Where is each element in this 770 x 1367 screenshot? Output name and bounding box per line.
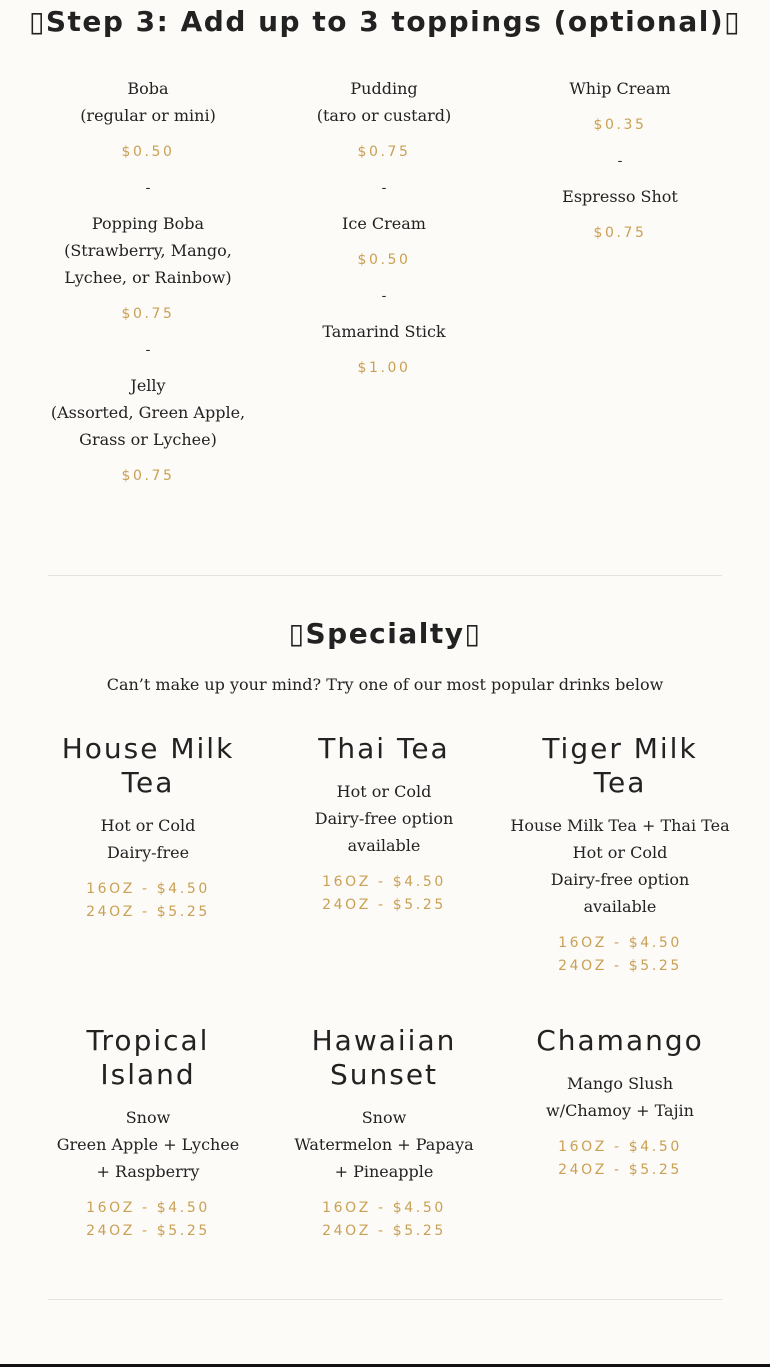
- topping-detail: (Strawberry, Mango, Lychee, or Rainbow): [64, 241, 232, 287]
- specialty-subtitle: Can’t make up your mind? Try one of our most popular drinks below: [106, 675, 664, 694]
- toppings-column-2: [266, 75, 502, 380]
- drink-name: Thai Tea: [318, 732, 450, 765]
- toppings-column-1: [30, 75, 266, 488]
- drink-description-line: Dairy-free option available: [314, 809, 454, 855]
- drink-description-line: Dairy-free: [106, 843, 190, 862]
- drink-name: Tropical Island: [86, 1024, 210, 1091]
- drink-description-line: Dairy-free option available: [550, 870, 690, 916]
- topping-separator: -: [145, 342, 151, 358]
- topping-name: Pudding: [350, 79, 418, 98]
- drink-description-line: Mango Slush: [566, 1074, 674, 1093]
- drink-price-24oz: 24OZ - $5.25: [86, 1223, 210, 1239]
- drink-price-24oz: 24OZ - $5.25: [322, 897, 446, 913]
- drink-price-16oz: 16OZ - $4.50: [322, 874, 446, 890]
- section-divider: [48, 1299, 722, 1300]
- topping-name: Espresso Shot: [562, 187, 678, 206]
- topping-item-popping-boba: [30, 210, 266, 326]
- drink-description: [30, 812, 266, 866]
- drink-card-tropical-island: [30, 1024, 266, 1243]
- topping-item-espresso-shot: [502, 183, 738, 245]
- topping-separator: -: [381, 180, 387, 196]
- drink-description: [30, 1104, 266, 1185]
- topping-detail: (Assorted, Green Apple, Grass or Lychee): [50, 403, 246, 449]
- toppings-column-3: [502, 75, 738, 245]
- drink-name: Hawaiian Sunset: [311, 1024, 457, 1091]
- drink-description: [266, 778, 502, 859]
- drink-description-line: Hot or Cold: [336, 782, 432, 801]
- topping-item-whip-cream: [502, 75, 738, 137]
- topping-price: $0.50: [357, 252, 411, 268]
- topping-item-pudding: [266, 75, 502, 164]
- topping-price: $0.75: [121, 306, 175, 322]
- drink-name: Tiger Milk Tea: [542, 732, 698, 799]
- drink-price-24oz: 24OZ - $5.25: [86, 904, 210, 920]
- topping-item-jelly: [30, 372, 266, 488]
- topping-separator: -: [617, 153, 623, 169]
- drink-price-24oz: 24OZ - $5.25: [322, 1223, 446, 1239]
- topping-name: Boba: [127, 79, 169, 98]
- topping-name: Popping Boba: [91, 214, 205, 233]
- drink-description-line: Snow: [125, 1108, 171, 1127]
- drink-price-16oz: 16OZ - $4.50: [322, 1200, 446, 1216]
- drink-description: [502, 1070, 738, 1124]
- topping-item-tamarind-stick: [266, 318, 502, 380]
- topping-price: $0.75: [357, 144, 411, 160]
- specialty-section-title: ▯Specialty▯: [288, 617, 482, 650]
- topping-separator: -: [145, 180, 151, 196]
- topping-item-boba: [30, 75, 266, 164]
- section-divider: [48, 575, 722, 576]
- drink-description-line: House Milk Tea + Thai Tea: [510, 816, 730, 835]
- topping-name: Whip Cream: [569, 79, 671, 98]
- topping-price: $0.50: [121, 144, 175, 160]
- topping-separator: -: [381, 288, 387, 304]
- drink-price-24oz: 24OZ - $5.25: [558, 958, 682, 974]
- topping-name: Jelly: [130, 376, 166, 395]
- drink-price-16oz: 16OZ - $4.50: [86, 1200, 210, 1216]
- topping-price: $0.75: [121, 468, 175, 484]
- topping-item-ice-cream: [266, 210, 502, 272]
- drink-description: [502, 812, 738, 920]
- drink-price-24oz: 24OZ - $5.25: [558, 1162, 682, 1178]
- drink-description-line: Hot or Cold: [572, 843, 668, 862]
- drink-name: Chamango: [536, 1024, 704, 1057]
- drink-name: House Milk Tea: [61, 732, 235, 799]
- drink-price-16oz: 16OZ - $4.50: [86, 881, 210, 897]
- topping-price: $1.00: [357, 360, 411, 376]
- drink-card-house-milk-tea: [30, 732, 266, 924]
- drink-description-line: w/Chamoy + Tajin: [546, 1101, 694, 1120]
- topping-detail: (regular or mini): [80, 106, 216, 125]
- topping-price: $0.75: [593, 225, 647, 241]
- drink-description: [266, 1104, 502, 1185]
- drink-card-tiger-milk-tea: [502, 732, 738, 978]
- drink-description-line: Green Apple + Lychee + Raspberry: [56, 1135, 240, 1181]
- topping-name: Tamarind Stick: [322, 322, 446, 341]
- toppings-section-title: ▯Step 3: Add up to 3 toppings (optional)▯: [28, 5, 742, 38]
- drink-description-line: Watermelon + Papaya + Pineapple: [294, 1135, 474, 1181]
- topping-price: $0.35: [593, 117, 647, 133]
- drink-description-line: Hot or Cold: [100, 816, 196, 835]
- drink-card-hawaiian-sunset: [266, 1024, 502, 1243]
- drink-card-chamango: [502, 1024, 738, 1182]
- topping-name: Ice Cream: [342, 214, 426, 233]
- topping-detail: (taro or custard): [316, 106, 452, 125]
- drink-description-line: Snow: [361, 1108, 407, 1127]
- drink-price-16oz: 16OZ - $4.50: [558, 1139, 682, 1155]
- drink-price-16oz: 16OZ - $4.50: [558, 935, 682, 951]
- drink-card-thai-tea: [266, 732, 502, 917]
